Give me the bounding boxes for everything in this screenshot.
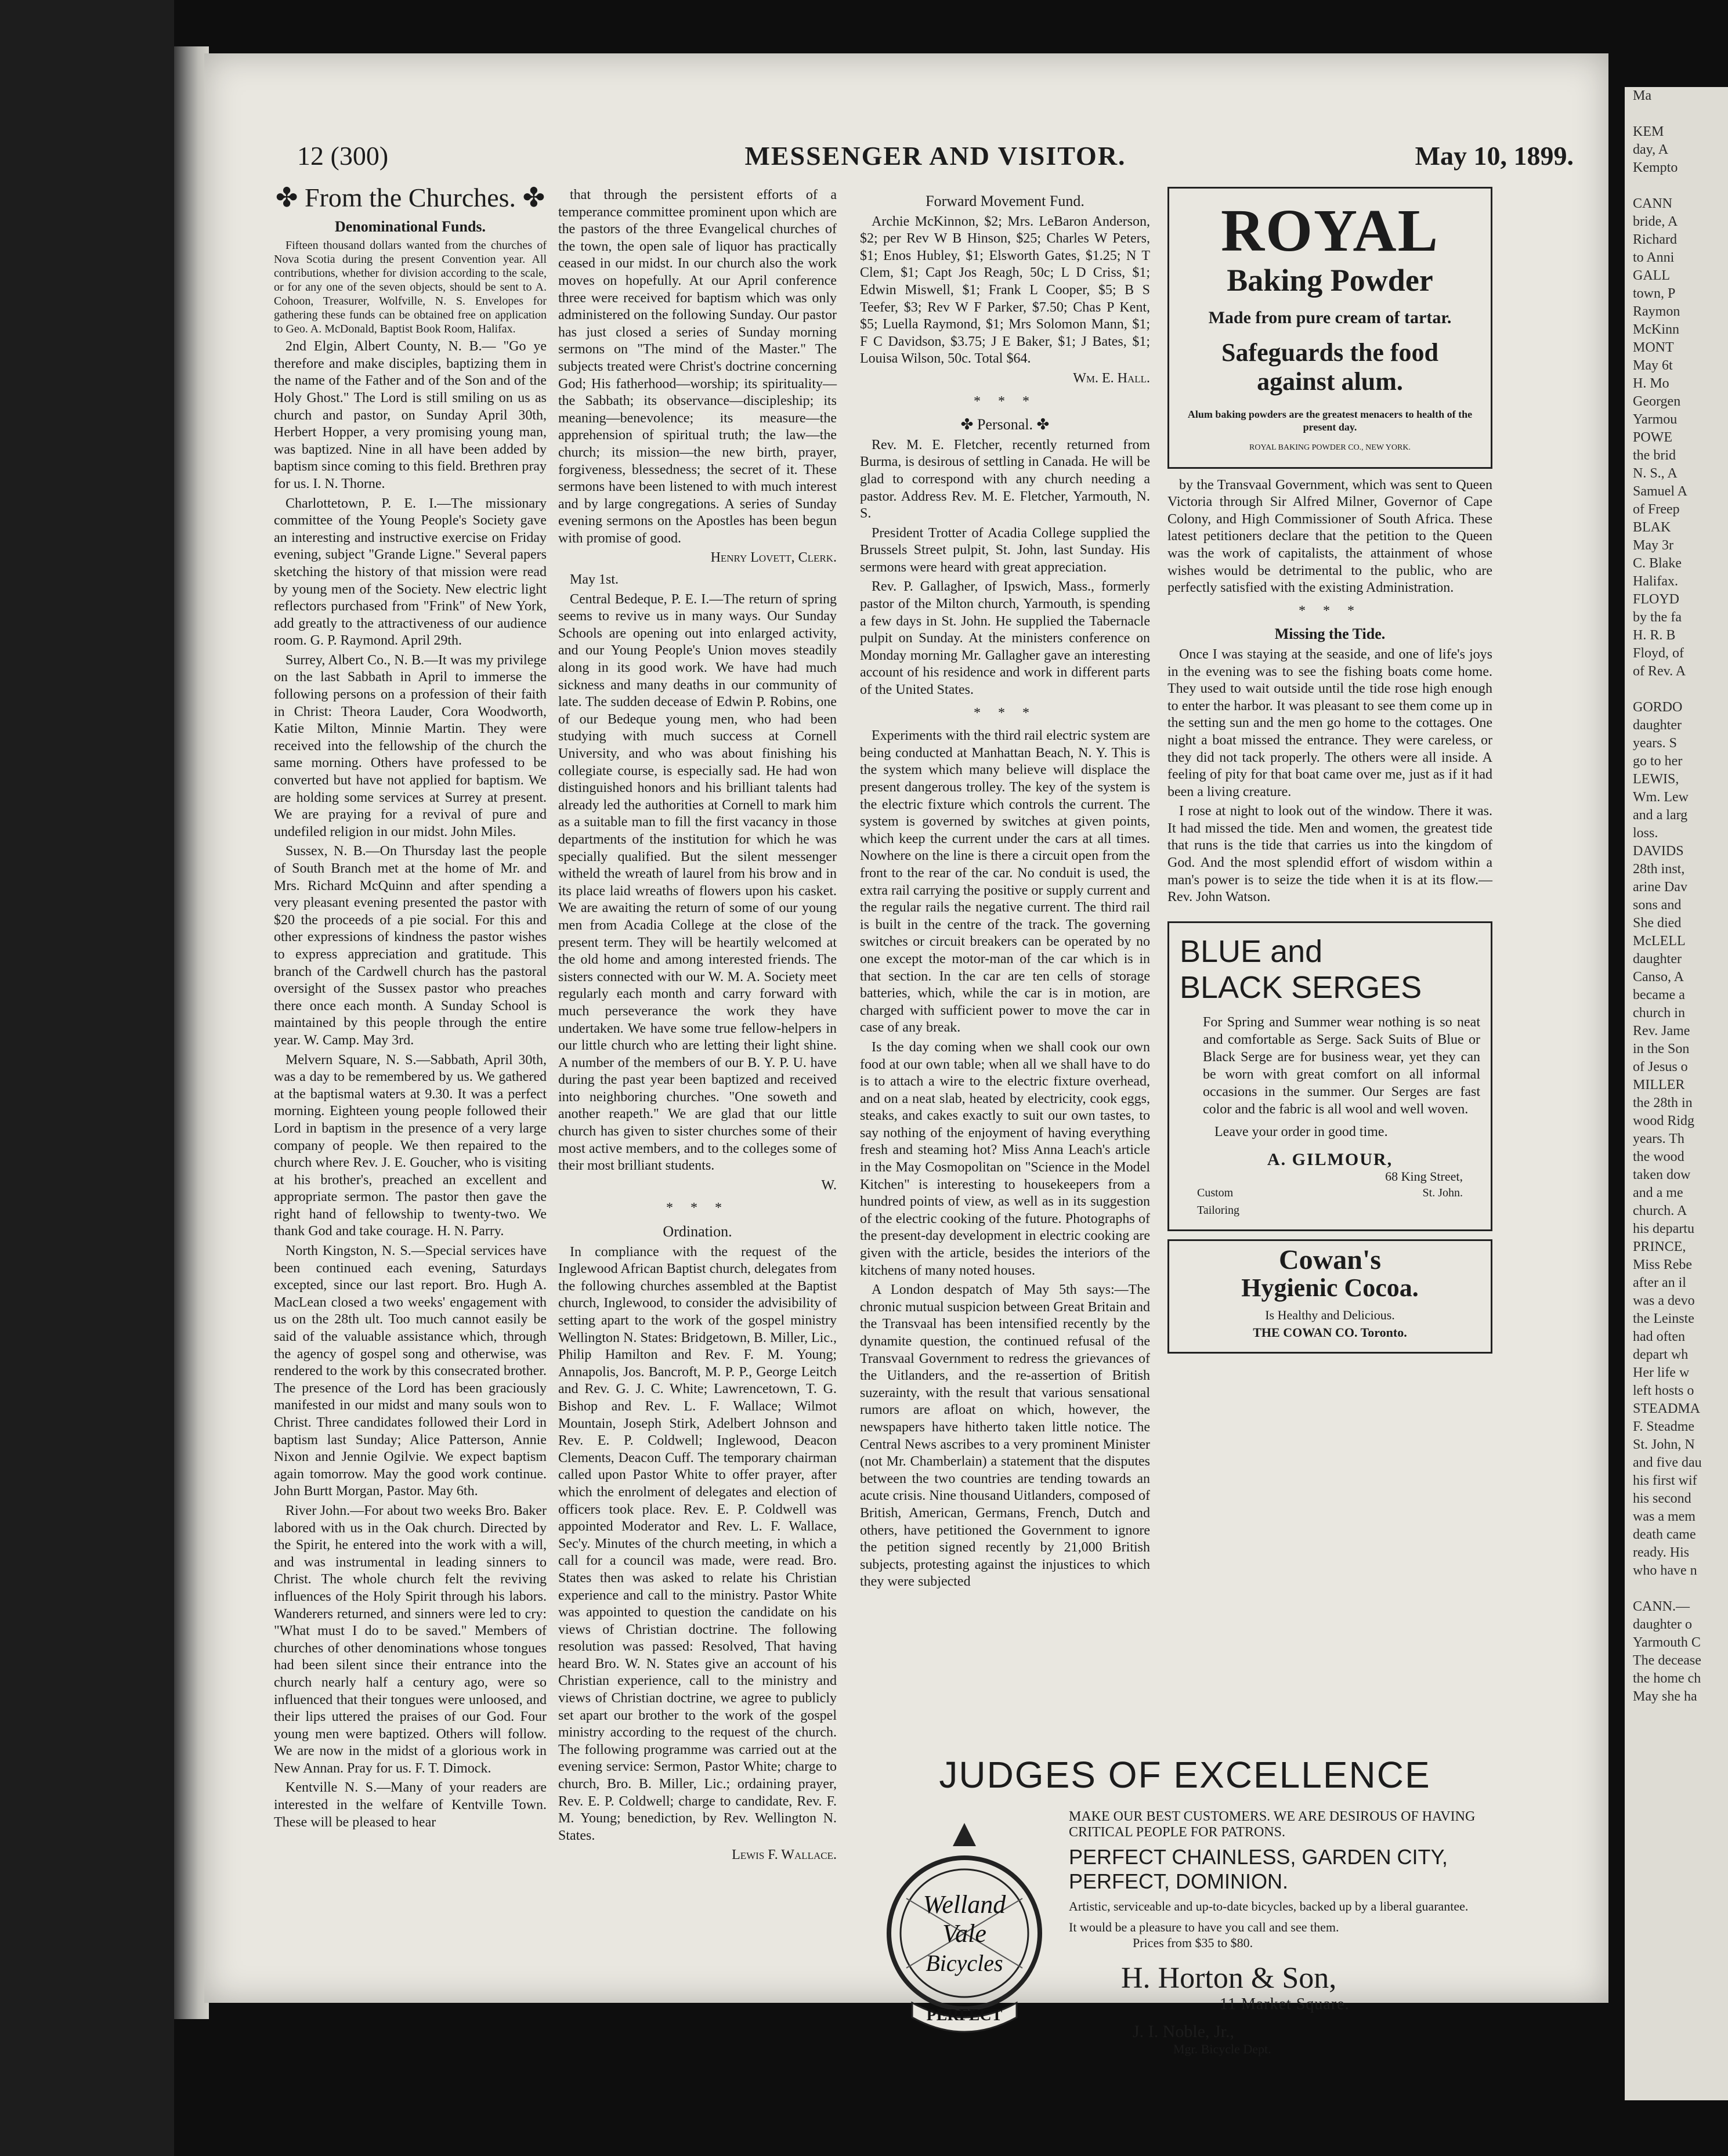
adjacent-page-fragment: became a <box>1633 987 1685 1003</box>
adjacent-page-fragment: who have n <box>1633 1563 1697 1578</box>
adjacent-page-fragment: Yarmouth C <box>1633 1635 1701 1650</box>
adjacent-page-fragment: Rev. Jame <box>1633 1023 1690 1039</box>
adjacent-page-fragment: and a larg <box>1633 808 1688 823</box>
adjacent-page-fragment: CANN <box>1633 196 1673 211</box>
cowan-company: THE COWAN CO. Toronto. <box>1253 1325 1407 1340</box>
adjacent-page-fragment: McKinn <box>1633 322 1679 337</box>
bicycle-line2: Artistic, serviceable and up-to-date bicycles, backed up by a liberal guarantee. <box>1069 1899 1469 1913</box>
column-3 <box>860 187 1150 1593</box>
adjacent-page-fragment: of Freep <box>1633 502 1680 517</box>
adjacent-page-fragment: MILLER <box>1633 1077 1685 1093</box>
adjacent-page-fragment: church in <box>1633 1005 1685 1021</box>
adjacent-page-fragment: had often <box>1633 1329 1685 1344</box>
section-headline: ✤ From the Churches. ✤ <box>275 183 545 212</box>
column-1 <box>274 183 547 1833</box>
adjacent-page-fragment: his first wif <box>1633 1473 1697 1488</box>
adjacent-page-fragment: H. Mo <box>1633 376 1669 391</box>
adjacent-page-fragment: Miss Rebe <box>1633 1257 1692 1272</box>
ordination-title: Ordination. <box>663 1223 732 1240</box>
fund-text: Archie McKinnon, $2; Mrs. LeBaron Anderson, $2; per Rev W B Hinson, $25; Charles W Peters, $1; Enos Hubley, $1; Elsworth Gates, $1.25; N T Clem, $1; Capt Jos Reagh, 50c; L D Criss, $1; Edwin Miswell, $1; Frank L Cooper, $5; B S Teefer, $3; Rev W F Parker, $7.50; Chas P Kent, $5; Luella Raymond, $1; Mrs Solomon Mann, $1; F C Davidson, $3.75; J E Baker, $1; J Bates, $1; Louisa Wilson, 50c. Total $64. <box>860 214 1150 367</box>
signature: Wm. E. Hall. <box>1073 370 1150 386</box>
adjacent-page-fragment: Halifax. <box>1633 574 1678 589</box>
adjacent-page-fragment: day, A <box>1633 142 1669 157</box>
adjacent-page-fragment: Georgen <box>1633 394 1681 409</box>
church-report: Melvern Square, N. S.—Sabbath, April 30th, was a day to be remembered by us. We gathered at the baptismal waters at 9.30. It was a perfect morning. Eighteen young people followed their Lord in baptism in the presence of a very large company of people. We then repaired to the church where Rev. J. E. Goucher, who is visiting at his brother's, preached an excellent and appropriate sermon. The pastor then gave the right hand of fellowship to twenty-two. We thank God and take courage. H. N. Parry. <box>274 1052 547 1239</box>
adjacent-page-fragment: Yarmou <box>1633 412 1678 427</box>
section-divider: * * * <box>666 1200 729 1216</box>
adjacent-page-fragment: ready. His <box>1633 1545 1690 1560</box>
tide-text: Once I was staying at the seaside, and one of life's joys in the evening was to see the fishing boats come home. They used to wait outside until the tide rose high enough to enter the harbor. It was pleasant to see them come up in the setting sun and the men go home to the cottages. One night a boat missed the entrance. They were careless, or they did not tack properly. The others were all inside. A feeling of pity for that boat came over me, just as if it had been a living creature. <box>1167 646 1492 800</box>
adjacent-page-fragment: C. Blake <box>1633 556 1682 571</box>
signature: Henry Lovett, Clerk. <box>710 550 837 566</box>
tide-text: I rose at night to look out of the window. There it was. It had missed the tide. Men and women, the greatest tide that runs is the tide that carries us into the kingdom of God. And the most splendid effort of wisdom within a man's power is to seize the tide when it is at its flow.—Rev. John Watson. <box>1167 804 1492 905</box>
adjacent-page-fragment: and a me <box>1633 1185 1683 1200</box>
adjacent-page-fragment: PRINCE, <box>1633 1239 1686 1254</box>
adjacent-page-fragment: POWE <box>1633 430 1672 445</box>
adjacent-page-fragment: the Leinste <box>1633 1311 1694 1326</box>
ornament-icon: ✤ <box>960 416 977 433</box>
welland-vale-badge-icon <box>877 1817 1051 2038</box>
adjacent-page-fragment: daughter <box>1633 952 1682 967</box>
adjacent-page-fragment <box>1625 177 1728 195</box>
bicycle-line1: MAKE OUR BEST CUSTOMERS. WE ARE DESIROUS OF HAVING CRITICAL PEOPLE FOR PATRONS. <box>1069 1809 1476 1840</box>
adjacent-page-fragment: F. Steadme <box>1633 1419 1695 1434</box>
adjacent-page-fragment: Kempto <box>1633 160 1678 175</box>
adjacent-page-fragment: May she ha <box>1633 1689 1697 1704</box>
adjacent-page-fragment: KEM <box>1633 124 1664 139</box>
adjacent-page-fragment: Richard <box>1633 232 1677 247</box>
adjacent-page-fragment: taken dow <box>1633 1167 1691 1182</box>
serges-body: For Spring and Summer wear nothing is so neat and comfortable as Serge. Sack Suits of Blue or Black Serge are for business wear, yet they can be worn with great comfort on all informal occasions in the summer. Our Serges are fast color and the fabric is all wool and well woven. <box>1203 1014 1480 1117</box>
adjacent-page-fragment: by the fa <box>1633 610 1682 625</box>
serges-tailoring: Tailoring <box>1197 1203 1240 1217</box>
serges-firm: A. GILMOUR, <box>1267 1150 1393 1170</box>
adjacent-page-fragment <box>1625 1580 1728 1598</box>
church-report: Kentville N. S.—Many of your readers are interested in the welfare of Kentville Town. These will be pleased to hear <box>274 1780 547 1830</box>
badge-text-bot: Bicycles <box>926 1950 1003 1976</box>
church-report: Surrey, Albert Co., N. B.—It was my privilege on the last Sabbath in April to immerse the following persons on a profession of their faith in Christ: Theora Lauder, Cora Woodworth, Katie Milton, Minnie Martin. They were received into the fellowship of the church the same morning. Others have professed to be converted but have not applied for baptism. We are holding some services at Surrey at present. We are praying for a revival of pure and undefiled religion in our midst. John Miles. <box>274 652 547 840</box>
adjacent-page-fragment: the 28th in <box>1633 1095 1693 1110</box>
adjacent-page-fragment: May 6t <box>1633 358 1673 373</box>
personal-item: Rev. P. Gallagher, of Ipswich, Mass., formerly pastor of the Milton church, Yarmouth, is spending a few days in St. John. He supplied the Tabernacle pulpit on Sunday. At the ministers conference on Monday morning Mr. Gallagher gave an interesting account of his residence and work in different parts of the United States. <box>860 579 1150 698</box>
signature: Lewis F. Wallace. <box>732 1847 837 1863</box>
adjacent-page-fragment: was a mem <box>1633 1509 1696 1524</box>
adjacent-page-fragment: the wood <box>1633 1149 1684 1164</box>
adjacent-page-fragment: CANN.— <box>1633 1599 1690 1614</box>
royal-made: Made from pure cream of tartar. <box>1208 308 1452 327</box>
rail-article: Experiments with the third rail electric system are being conducted at Manhattan Beach, N. Y. This is the system which many believe will displace the present dangerous trolley. The key of the system is the electric fixture which controls the current. The system is governed by switches at given points, which keep the current under the cars at all times. Nowhere on the line is there a circuit open from the front to the rear of the car. No conduit is used, the extra rail carrying the positive or supply current and the regular rails the negative current. The third rail is built in the centre of the track. The governing switches or circuit breakers can be operated by no one except the motor-man of the car which is in that section. In the car are ten cells of storage batteries, which, while the car is in motion, are charged with sufficient power to move the car in case of any break. <box>860 728 1150 1036</box>
personal-item: President Trotter of Acadia College supplied the Brussels Street pulpit, St. John, last Sunday. His sermons were heard with great appreciation. <box>860 525 1150 575</box>
bicycle-manager: Mgr. Bicycle Dept. <box>1173 2042 1271 2056</box>
adjacent-page-fragment: in the Son <box>1633 1041 1690 1057</box>
serges-heading: BLUE and <box>1180 934 1323 969</box>
royal-product: Baking Powder <box>1227 263 1433 298</box>
adjacent-page-fragment: DAVIDS <box>1633 844 1684 859</box>
badge-text-mid: Vale <box>942 1919 986 1948</box>
adjacent-page-fragment: BLAK <box>1633 520 1671 535</box>
bicycle-noble: J. I. Noble, Jr., <box>1133 2022 1234 2041</box>
adjacent-page-fragment: wood Ridg <box>1633 1113 1695 1128</box>
cooking-article: Is the day coming when we shall cook our own food at our own table; when all we shall have to do is to attach a wire to the electric fixture overhead, and on a neat slab, heated by electricity, cook eggs, steaks, and cakes exactly to suit our own tastes, to say nothing of the enjoyment of having everything fresh and steaming hot? Miss Anna Leach's article in the May Cosmopolitan on "Science in the Model Kitchen" is interesting to housekeepers from a hundred points of view, as well as in its suggestion of the electric cooking of the future. Photographs of the present-day development in electric cooking are given with the article, besides the interiors of the kitchens of many noted houses. <box>860 1039 1150 1278</box>
adjacent-page-fragment: church. A <box>1633 1203 1687 1218</box>
bicycle-line3: It would be a pleasure to have you call and see them. <box>1069 1920 1339 1934</box>
transvaal-continued: by the Transvaal Government, which was sent to Queen Victoria through Sir Alfred Milner, Governor of Cape Colony, and High Commissioner of South Africa. These latest petitioners declare that the petition to the Queen was the work of capitalists, the attainment of whose wishes would be detrimental to the public, who are perfectly satisfied with the existing Administration. <box>1167 477 1492 596</box>
fund-title: Forward Movement Fund. <box>926 193 1084 209</box>
bicycle-prices: Prices from $35 to $80. <box>1133 1936 1253 1950</box>
ornament-icon: ✤ <box>1033 416 1050 433</box>
badge-text-top: Welland <box>923 1890 1006 1919</box>
kentville-continued: that through the persistent efforts of a temperance committee prominent upon which are the pastors of the three Evangelical churches of the town, the open sale of liquor has practically ceased in our midst. In our church also the work moves on hopefully. At our April conference three were received for baptism which was only administered on the following Sunday. Our pastor has just closed a series of Sunday morning sermons on "The mind of the Master." The subjects treated were Christ's doctrine concerning God; His fatherhood—worship; its spirituality—the Sabbath; its observance—discipleship; its meaning—benevolence; its measure—the apprehension of spiritual truth; the law—the church; its mission—the new birth, prayer, forgiveness, blessedness; the secret of it. These sermons have been listened to with much interest and by large congregations. A series of Sunday evening sermons on the Apostles has been begun with promise of good. <box>558 187 837 546</box>
adjacent-page-fragment: sons and <box>1633 898 1682 913</box>
royal-company: ROYAL BAKING POWDER CO., NEW YORK. <box>1249 443 1411 452</box>
section-divider: * * * <box>974 705 1036 721</box>
adjacent-page-fragment: STEADMA <box>1633 1401 1701 1416</box>
adjacent-page-fragment: his departu <box>1633 1221 1694 1236</box>
adjacent-page-fragment <box>1625 105 1728 123</box>
church-report: River John.—For about two weeks Bro. Baker labored with us in the Oak church. Directed by the Spirit, he entered into the work with a will, and was instrumental in leading sinners to Christ. The whole church felt the reviving influences of the Holy Spirit through his labors. Wanderers returned, and sinners were led to cry: "What must I do to be saved." Members of churches of other denominations whose tongues had been silent since their entrance into the church nearly half a century ago, were so influenced that their tongues were unloosed, and their lips uttered the praises of our God. Four young men were baptized. Others will follow. We are now in the midst of a glorious work in New Annan. Pray for us. F. T. Dimock. <box>274 1503 547 1776</box>
signature: W. <box>821 1177 837 1193</box>
adjacent-page-fragment: go to her <box>1633 754 1683 769</box>
cowan-name: Cowan's <box>1278 1245 1382 1276</box>
report-date: May 1st. <box>570 572 619 588</box>
adjacent-page-fragment: the home ch <box>1633 1671 1701 1686</box>
adjacent-page-fragment: after an il <box>1633 1275 1686 1290</box>
bicycle-firm: H. Horton & Son, <box>1121 1962 1337 1995</box>
church-report: 2nd Elgin, Albert County, N. B.— "Go ye therefore and make disciples, baptizing them in the name of the Father and of the Son and of the Holy Ghost." The Lord is still smiling on us as church and pastor, on Sunday April 30th, Herbert Hopper, a very promising young man, was baptized. Nine in all have been added by baptism since coming to this field. Brethren pray for us. I. N. Thorne. <box>274 339 547 491</box>
adjacent-page-fragment: May 3r <box>1633 538 1673 553</box>
adjacent-page-fragment: daughter <box>1633 718 1682 733</box>
section-divider: * * * <box>1299 603 1361 618</box>
page-header <box>297 140 1574 175</box>
bicycle-address: 11 Market Square. <box>1220 1995 1350 2013</box>
adjacent-page-fragment: and five dau <box>1633 1455 1702 1470</box>
serges-custom: Custom St. John. <box>1197 1186 1463 1200</box>
adjacent-page-fragment: McLELL <box>1633 934 1686 949</box>
adjacent-page-fragment <box>1625 681 1728 699</box>
adjacent-page-fragment: Wm. Lew <box>1633 790 1689 805</box>
adjacent-page-fragment: She died <box>1633 916 1682 931</box>
adjacent-page-fragment: of Jesus o <box>1633 1059 1688 1075</box>
ordination-text: In compliance with the request of the Inglewood African Baptist church, delegates from the following churches assembled at the Baptist church, Inglewood, to consider the advisibility of setting apart to the work of the gospel ministry Wellington N. States: Bridgetown, B. Miller, Lic., Philip Hamilton and Rev. F. M. Young; Annapolis, Jos. Bancroft, M. P. P., George Leitch and Rev. G. J. C. White; Lawrencetown, T. G. Bishop and Rev. L. F. Wallace; Wilmot Mountain, Joseph Stirk, Adelbert Johnson and Rev. E. P. Coldwell; Inglewood, Deacon Clements, Deacon Cuff. The temporary chairman called upon Pastor White to offer prayer, after which the enrolment of delegates and election of officers took place. Rev. E. P. Coldwell was appointed Moderator and Rev. L. F. Wallace, Sec'y. Minutes of the church meeting, in which a call for a council was made, were read. Bro. States then was asked to relate his Christian experience and call to the ministry. Pastor White was appointed to question the candidate on his views of Christian doctrine. The following resolution was passed: Resolved, That having heard Bro. W. N. States give an account of his Christian experience, call to the ministry and views of Christian doctrine, we agree to publicly set apart our brother to the work of the gospel ministry according to the request of the church. The following programme was carried out at the evening service: Sermon, Pastor White; charge to church, Bro. B. Miller, Lic.; ordaining prayer, Rev. E. P. Coldwell; charge to candidate, Rev. F. M. Young; benediction, by Rev. Wellington N. States. <box>558 1244 837 1843</box>
church-report: Charlottetown, P. E. I.—The missionary committee of the Young People's Society gave an interesting and instructive exercise on Friday evening, subject "Grande Ligne." Several papers sketching the history of that mission were read by young men of the Society. New electric light reflectors purchased from "Frink" of New York, add greatly to the attractiveness of our audience room. G. P. Raymond. April 29th. <box>274 495 547 649</box>
royal-brand: ROYAL <box>1220 197 1440 264</box>
adjacent-page-fragment: town, P <box>1633 286 1676 301</box>
serges-heading: BLACK SERGES <box>1180 970 1422 1005</box>
adjacent-page-fragment: LEWIS, <box>1633 772 1679 787</box>
church-report: Sussex, N. B.—On Thursday last the people of South Branch met at the home of Mr. and Mrs. Richard McQuinn and after spending a very pleasant evening presented the pastor with $20 the proceeds of a pie social. For this and other expressions of kindness the pastor wishes to express appreciation and gratitude. This branch of the Cardwell church has the pastoral oversight of the Sussex pastor who preaches there once each month. A Sunday School is maintained by this people through the entire year. W. Camp. May 3rd. <box>274 844 547 1048</box>
column-4 <box>1167 187 1492 1362</box>
adjacent-page-fragment: the brid <box>1633 448 1676 463</box>
book-spine <box>0 0 174 2156</box>
tide-title: Missing the Tide. <box>1274 625 1386 643</box>
cowan-product: Hygienic Cocoa. <box>1241 1273 1419 1302</box>
adjacent-page-fragment: his second <box>1633 1491 1691 1506</box>
adjacent-page-fragment: left hosts o <box>1633 1383 1694 1398</box>
personal-item: Rev. M. E. Fletcher, recently returned from Burma, is desirous of settling in Canada. He will be glad to correspond with any church needing a pastor. Address Rev. M. E. Fletcher, Yarmouth, N. S. <box>860 437 1150 522</box>
adjacent-page-fragment: arine Dav <box>1633 880 1687 895</box>
adjacent-page-fragment: bride, A <box>1633 214 1678 229</box>
adjacent-page-fragment: The decease <box>1633 1653 1701 1668</box>
adjacent-page-fragment: GORDO <box>1633 700 1683 715</box>
bicycle-ad-text <box>1069 1809 1498 2057</box>
column-2 <box>558 187 837 1869</box>
denominational-text: Fifteen thousand dollars wanted from the churches of Nova Scotia during the present Convention year. All contributions, whether for division according to the scale, or for any one of the seven objects, should be sent to A. Cohoon, Treasurer, Wolfville, N. S. Envelopes for gathering these funds can be obtained free on application to Geo. A. McDonald, Baptist Book Room, Halifax. <box>274 239 547 336</box>
church-report: North Kingston, N. S.—Special services have been continued each evening, Saturdays excepted, since our last report. Bro. Hugh A. MacLean closed a two weeks' engagement with us on the 28th ult. Too much cannot easily be said of the valuable assistance which, through the agency of gospel song and otherwise, was rendered to the work by this consecrated brother. The presence of the Lord has been graciously manifested in our midst and many souls won to Christ. Three candidates followed their Lord in baptism last Sunday; Alice Patterson, Annie Nixon and Jennie Ogilvie. We expect baptism again tomorrow. May the good work continue. John Burtt Morgan, Pastor. May 6th. <box>274 1243 547 1499</box>
royal-safeguard: Safeguards the food against alum. <box>1221 338 1439 396</box>
adjacent-page-fragment: to Anni <box>1633 250 1675 265</box>
adjacent-page-fragment: of Rev. A <box>1633 664 1686 679</box>
newspaper-page <box>204 53 1608 2056</box>
bicycle-ad-headline: JUDGES OF EXCELLENCE <box>939 1754 1431 1796</box>
adjacent-page-fragment: daughter o <box>1633 1617 1692 1632</box>
adjacent-page-fragment: years. Th <box>1633 1131 1684 1146</box>
adjacent-page-fragment: FLOYD <box>1633 592 1680 607</box>
page-number: 12 (300) <box>297 141 389 171</box>
adjacent-page-fragment: years. S <box>1633 736 1677 751</box>
adjacent-page-fragment: MONT <box>1633 340 1674 355</box>
adjacent-page-fragment: St. John, N <box>1633 1437 1695 1452</box>
serges-street: 68 King Street, <box>1385 1169 1463 1184</box>
adjacent-page-fragment: depart wh <box>1633 1347 1689 1362</box>
adjacent-page-fragment: Samuel A <box>1633 484 1687 499</box>
section-divider: * * * <box>974 393 1036 409</box>
personal-title: ✤ Personal. ✤ <box>960 416 1050 433</box>
bicycle-ad <box>866 1753 1504 2055</box>
adjacent-page-fragment: loss. <box>1633 826 1658 841</box>
serges-leave: Leave your order in good time. <box>1214 1124 1388 1140</box>
adjacent-page-fragment: death came <box>1633 1527 1696 1542</box>
royal-baking-powder-ad <box>1167 187 1492 469</box>
cowan-cocoa-ad <box>1167 1239 1492 1354</box>
church-report: Central Bedeque, P. E. I.—The return of spring seems to revive us in many ways. Our Sunday Schools are opening out into enlarged activity, and our Young People's Union moves steadily along in its good work. We have had much sickness and many deaths in our community of late. The sudden decease of Edwin P. Robins, one of our Bedeque young men, who had been studying with much success at Cornell University, and who was about finishing his collegiate course, is especially sad. He had won distinguished honors and his brilliant talents had already led the authorities at Cornell to mark him as a suitable man to fill the first vacancy in those departments of the institution for which he was specially qualified. But the silent messenger witheld the wreath of laurel from his brow and in its place laid wreaths of flowers upon his casket. We are awaiting the return of some of our young men from Acadia College at the close of the present term. They will be heartily welcomed at the old home and among interested friends. The sisters connected with our W. M. A. Society meet regularly each month and carry forward with much perseverance the work they have undertaken. We have some true fellow-helpers in our little church who are letting their light shine. A number of the members of our B. Y. P. U. have during the past year been baptized and received into neighboring churches. "One soweth and another reapeth." We are glad that our little church has given to sister churches some of their most active members, and to the colleges some of their most brilliant students. <box>558 591 837 1174</box>
binding-edge <box>174 46 209 2019</box>
adjacent-page-fragment: was a devo <box>1633 1293 1695 1308</box>
adjacent-page-fragment: Floyd, of <box>1633 646 1684 661</box>
badge-banner: PERFECT <box>926 2006 1003 2024</box>
adjacent-page-fragment: Ma <box>1633 88 1651 103</box>
adjacent-page-fragment: 28th inst, <box>1633 862 1685 877</box>
adjacent-page-fragment: Raymon <box>1633 304 1680 319</box>
adjacent-page-fragment: Canso, A <box>1633 970 1684 985</box>
bicycle-models: PERFECT CHAINLESS, GARDEN CITY, PERFECT, DOMINION. <box>1069 1845 1448 1893</box>
adjacent-page <box>1625 87 1728 2100</box>
royal-warning: Alum baking powders are the greatest menacers to health of the present day. <box>1187 408 1473 433</box>
ornament-icon: ✤ <box>516 183 545 212</box>
issue-date: May 10, 1899. <box>1415 141 1574 171</box>
adjacent-page-fragment: Her life w <box>1633 1365 1690 1380</box>
denominational-title: Denominational Funds. <box>334 218 486 235</box>
serges-ad <box>1167 921 1492 1231</box>
london-article: A London despatch of May 5th says:—The chronic mutual suspicion between Great Britain and the Transvaal has been intensified recently by the dynamite question, the continued refusal of the Transvaal Government to redress the grievances of the Uitlanders, and the re-assertion of British suzerainty, with the result that various sensational rumors are afloat on which, however, the newspapers have hitherto taken little notice. The Central News ascribes to a very prominent Minister (not Mr. Chamberlain) a statement that the disputes between the two countries are tending towards an acute crisis. Nine thousand Uitlanders, composed of British, American, Germans, French, Dutch and others, have petitioned the Government to ignore the petition signed recently by 21,000 British subjects, protesting against the injustices to which they were subjected <box>860 1282 1150 1590</box>
adjacent-page-fragment: H. R. B <box>1633 628 1676 643</box>
cowan-tagline: Is Healthy and Delicious. <box>1265 1308 1395 1323</box>
newspaper-title: MESSENGER AND VISITOR. <box>744 141 1126 171</box>
ornament-icon: ✤ <box>275 183 305 212</box>
adjacent-page-fragment: N. S., A <box>1633 466 1678 481</box>
adjacent-page-fragment: GALL <box>1633 268 1670 283</box>
